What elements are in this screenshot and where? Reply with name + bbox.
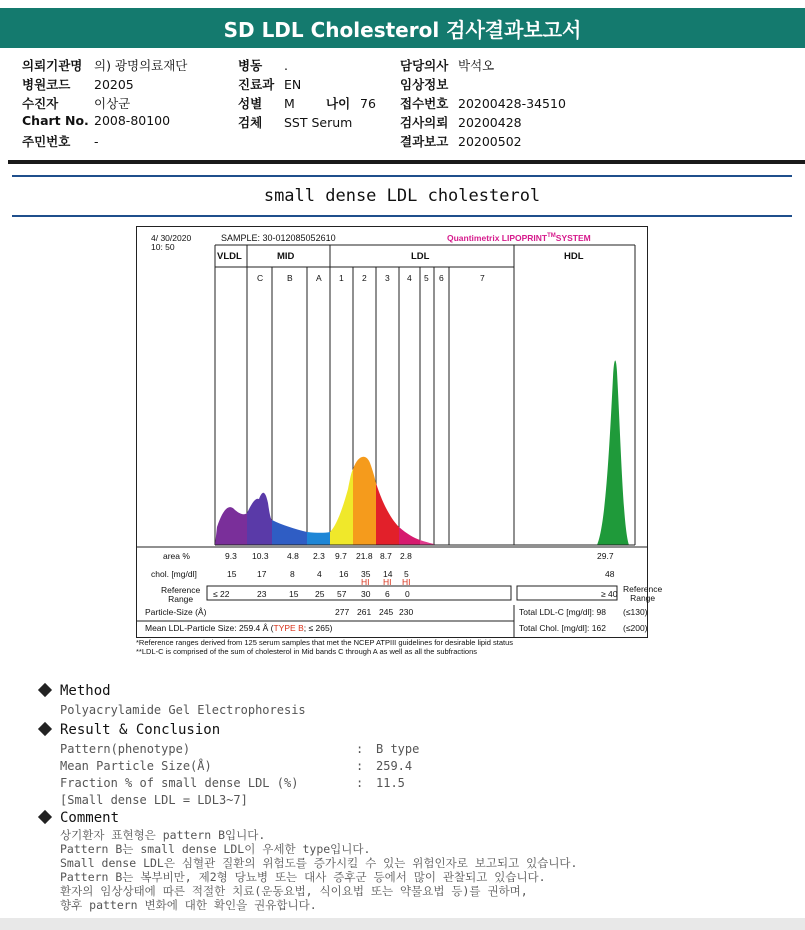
brand-label — [447, 233, 591, 243]
mid-a-peak — [307, 532, 330, 545]
ref-4: 0 — [405, 589, 410, 599]
area-label: area % — [163, 551, 190, 561]
value-resident-no: - — [94, 134, 99, 149]
comment-line-3: Small dense LDL은 심혈관 질환의 위험도를 증가시킬 수 있는 위험인자로 보고되고 있습니다. — [60, 856, 578, 870]
method-text: Polyacrylamide Gel Electrophoresis — [60, 703, 306, 717]
comment-body — [60, 828, 577, 912]
hi-flag-3: HI — [383, 577, 392, 587]
ldl5-peak — [420, 540, 434, 545]
info-col-1 — [22, 56, 187, 151]
ref-label-hdl — [623, 585, 662, 603]
comment-heading-row — [40, 810, 119, 826]
label-patient: 수진자 — [22, 96, 59, 111]
mean-size-suffix: ; ≤ 265) — [303, 623, 333, 633]
result-colon: : — [356, 759, 364, 773]
hi-flag-2: HI — [361, 577, 370, 587]
label-hospital-code: 병원코드 — [22, 77, 71, 92]
section-title: small dense LDL cholesterol — [12, 175, 792, 217]
area-3: 8.7 — [380, 551, 392, 561]
comment-line-5: 환자의 임상상태에 따른 적절한 치료(운동요법, 식이요법 또는 약물요법 등)를 권하며, — [60, 884, 528, 898]
ref-label-hdl-line1: Reference — [623, 584, 663, 594]
result-row-fraction — [60, 776, 405, 790]
ref-c: 23 — [257, 589, 267, 599]
ldl1-peak — [330, 469, 353, 545]
info-col-3 — [400, 56, 566, 151]
label-receipt-no: 접수번호 — [400, 96, 449, 111]
group-mid: MID — [277, 251, 295, 262]
area-hdl: 29.7 — [597, 551, 614, 561]
value-request-date: 20200428 — [458, 115, 522, 130]
chol-hdl: 48 — [605, 569, 615, 579]
area-2: 21.8 — [356, 551, 373, 561]
band-lines — [215, 245, 635, 545]
comment-line-6: 향후 pattern 변화에 대한 확인을 권유합니다. — [60, 898, 317, 912]
ref-label-hdl-line2: Range — [630, 593, 656, 603]
result-value-pattern: B type — [376, 742, 420, 756]
band-1: 1 — [339, 273, 344, 283]
value-chart-no: 2008-80100 — [94, 113, 171, 128]
brand-name: Quantimetrix LIPOPRINT — [447, 233, 548, 243]
band-b: B — [287, 273, 293, 283]
ref-label-line1: Reference — [161, 585, 201, 595]
size-2: 261 — [357, 607, 372, 617]
report-time: 10: 50 — [151, 242, 175, 252]
diamond-bullet-icon — [38, 810, 52, 824]
chol-4: 5 — [404, 569, 409, 579]
chol-a: 4 — [317, 569, 322, 579]
bottom-bar — [0, 918, 805, 930]
ref-a: 25 — [315, 589, 325, 599]
result-heading-row — [40, 722, 220, 738]
label-institution: 의뢰기관명 — [22, 58, 83, 73]
area-4: 2.8 — [400, 551, 412, 561]
ref-hdl: ≥ 40 — [601, 589, 618, 599]
method-heading: Method — [60, 683, 111, 699]
size-label: Particle-Size (Å) — [145, 607, 207, 617]
area-vldl: 9.3 — [225, 551, 237, 561]
info-col-2 — [238, 56, 376, 132]
label-request-date: 검사의뢰 — [400, 115, 449, 130]
mean-size-prefix: Mean LDL-Particle Size: 259.4 Å ( — [145, 623, 274, 633]
band-6: 6 — [439, 273, 444, 283]
result-colon: : — [356, 776, 364, 790]
size-3: 245 — [379, 607, 394, 617]
chol-b: 8 — [290, 569, 295, 579]
footnote-1: *Reference ranges derived from 125 serum samples that met the NCEP ATPIII guidelines for desirable lipid status — [136, 638, 513, 647]
chol-2: 35 — [361, 569, 371, 579]
ldl4-peak — [399, 527, 420, 545]
chol-label: chol. [mg/dl] — [151, 569, 197, 579]
report-title: SD LDL Cholesterol 검사결과보고서 — [223, 17, 582, 42]
ref-label — [161, 586, 200, 604]
value-institution: 의) 광명의료재단 — [94, 58, 188, 73]
total-chol: Total Chol. [mg/dl]: 162 — [519, 623, 606, 633]
area-a: 2.3 — [313, 551, 325, 561]
label-resident-no: 주민번호 — [22, 134, 71, 149]
label-department: 진료과 — [238, 77, 275, 92]
band-7: 7 — [480, 273, 485, 283]
result-value-size: 259.4 — [376, 759, 413, 773]
label-clinical-info: 임상정보 — [400, 77, 449, 92]
result-heading: Result & Conclusion — [60, 722, 221, 738]
group-hdl: HDL — [564, 251, 584, 262]
mean-type: TYPE B — [273, 623, 304, 633]
total-ldl: Total LDL-C [mg/dl]: 98 — [519, 607, 606, 617]
diamond-bullet-icon — [38, 722, 52, 736]
result-value-fraction: 11.5 — [376, 776, 405, 790]
value-patient: 이상군 — [94, 96, 131, 111]
result-label-fraction: Fraction % of small dense LDL (%) — [60, 776, 299, 790]
report-date: 4/ 30/2020 — [151, 233, 192, 243]
mid-b-peak — [272, 520, 307, 545]
value-doctor: 박석오 — [458, 58, 495, 73]
comment-line-4: Pattern B는 복부비만, 제2형 당뇨병 또는 대사 증후군 등에서 많이 관찰되고 있습니다. — [60, 870, 546, 884]
chol-3: 14 — [383, 569, 393, 579]
band-a: A — [316, 273, 322, 283]
comment-heading: Comment — [60, 810, 120, 826]
chol-c: 17 — [257, 569, 267, 579]
total-chol-ref: (≤200) — [623, 623, 648, 633]
result-label-pattern: Pattern(phenotype) — [60, 742, 191, 756]
comment-line-1: 상기환자 표현형은 pattern B입니다. — [60, 828, 266, 842]
band-c: C — [257, 273, 264, 283]
group-ldl: LDL — [411, 251, 430, 262]
label-specimen: 검체 — [238, 115, 263, 130]
result-colon: : — [356, 742, 364, 756]
ref-box-ldl — [207, 586, 511, 600]
value-receipt-no: 20200428-34510 — [458, 96, 566, 111]
label-ward: 병동 — [238, 58, 263, 73]
lipoprint-report — [136, 226, 663, 638]
label-chart-no: Chart No. — [22, 113, 89, 128]
ldl3-peak — [376, 483, 399, 545]
ref-vldl: ≤ 22 — [213, 589, 230, 599]
result-row-size — [60, 759, 412, 773]
value-hospital-code: 20205 — [94, 77, 134, 92]
value-department: EN — [284, 77, 302, 92]
ldl2-peak — [353, 457, 376, 545]
area-1: 9.7 — [335, 551, 347, 561]
ref-3: 6 — [385, 589, 390, 599]
method-heading-row — [40, 683, 111, 699]
group-vldl: VLDL — [217, 251, 242, 262]
value-specimen: SST Serum — [284, 115, 353, 130]
hdl-peak — [597, 361, 629, 545]
area-b: 4.8 — [287, 551, 299, 561]
brand-tm: TM — [547, 233, 556, 240]
ref-2: 30 — [361, 589, 371, 599]
label-sex: 성별 — [238, 96, 263, 111]
band-4: 4 — [407, 273, 412, 283]
mid-c-peak — [247, 493, 272, 545]
label-doctor: 담당의사 — [400, 58, 449, 73]
result-label-size: Mean Particle Size(Å) — [60, 759, 212, 773]
brand-suffix: SYSTEM — [555, 233, 591, 243]
value-sex: M — [284, 96, 295, 111]
mean-size — [145, 623, 333, 633]
diamond-bullet-icon — [38, 683, 52, 697]
result-row-pattern — [60, 742, 419, 756]
band-3: 3 — [385, 273, 390, 283]
comment-line-2: Pattern B는 small dense LDL이 우세한 type입니다. — [60, 842, 371, 856]
vldl-peak — [215, 507, 247, 545]
ref-b: 15 — [289, 589, 299, 599]
header-separator — [8, 160, 805, 164]
area-c: 10.3 — [252, 551, 269, 561]
band-2: 2 — [362, 273, 367, 283]
footnote-2: **LDL-C is comprised of the sum of cholesterol in Mid bands C through A as well as all the subfractions — [136, 647, 478, 656]
hi-flag-4: HI — [402, 577, 411, 587]
ref-1: 57 — [337, 589, 347, 599]
chol-vldl: 15 — [227, 569, 237, 579]
label-age: 나이 — [326, 96, 351, 111]
chol-1: 16 — [339, 569, 349, 579]
sample-id: SAMPLE: 30-012085052610 — [221, 233, 336, 243]
report-title-bar — [0, 8, 805, 48]
size-1: 277 — [335, 607, 350, 617]
ref-label-line2: Range — [168, 594, 194, 604]
result-note: [Small dense LDL = LDL3~7] — [60, 793, 248, 807]
value-age: 76 — [360, 96, 376, 111]
value-report-date: 20200502 — [458, 134, 522, 149]
value-ward: . — [284, 58, 288, 73]
band-5: 5 — [424, 273, 429, 283]
size-4: 230 — [399, 607, 414, 617]
total-ldl-ref: (≤130) — [623, 607, 648, 617]
label-report-date: 결과보고 — [400, 134, 449, 149]
